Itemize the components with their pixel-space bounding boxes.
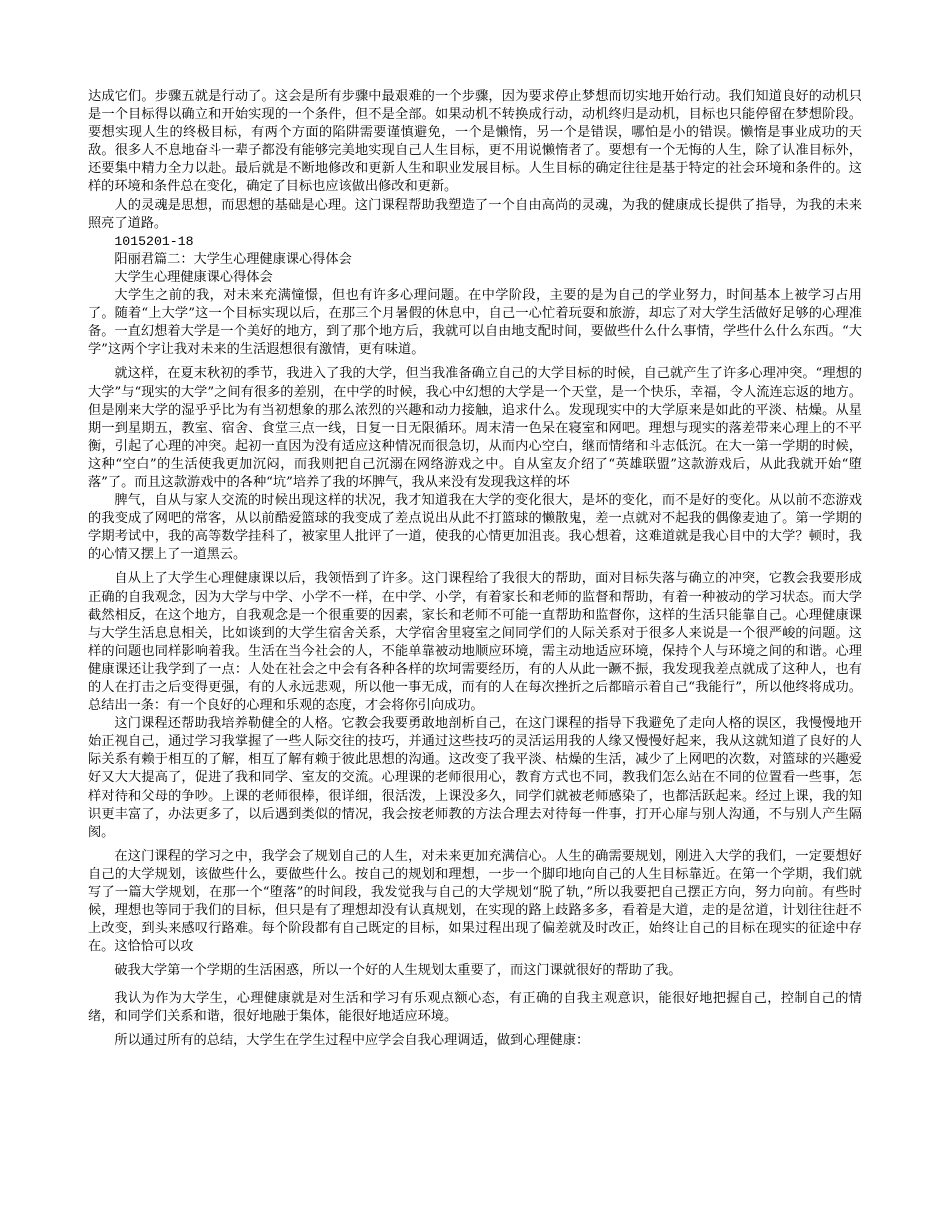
- paragraph-mental-health-definition: 我认为作为大学生，心理健康就是对生活和学习有乐观点额心态，有正确的自我主观意识，能很好地把握自己，控制自己的情绪，和同学们关系和谐，很好地融于集体，能很好地适应环境。: [88, 990, 862, 1024]
- paragraph-before-college: 大学生之前的我，对未来充满憧憬，但也有许多心理问题。在中学阶段，主要的是为自己的学业努力，时间基本上被学习占用了。随着“上大学”这一个目标实现以后，在那三个月暑假的休息中，自己一心忙着玩耍和旅游，却忘了对大学生活做好足够的心理准备。一直幻想着大学是一个美好的地方，到了那个地方后，我就可以自由地支配时间，要做些什么什么事情，学些什么什么东西。“大学”这两个字让我对未来的生活遐想很有激情，更有味道。: [88, 288, 862, 358]
- paragraph-course-help: 自从上了大学生心理健康课以后，我领悟到了许多。这门课程给了我很大的帮助，面对目标失落与确立的冲突，它教会我要形成正确的自我观念，因为大学与中学、小学不一样，在中学、小学，有着家长和老师的监督和帮助，有着一种被动的学习状态。而大学截然相反，在这个地方，自我观念是一个很重要的因素，家长和老师不可能一直帮助和监督你，这样的生活只能靠自己。心理健康课与大学生活息息相关，比如谈到的大学生宿舍关系，大学宿舍里寝室之间同学们的人际关系对于很多人来说是一个很严峻的问题。这样的问题也同样影响着我。生活在当今社会的人，不能单靠被动地顺应环境，需主动地适应环境，保持个人与环境之间的和谐。心理健康课还让我学到了一点：人处在社会之中会有各种各样的坎坷需要经历，有的人从此一蹶不振，我发现我差点就成了这种人，也有的人在打击之后变得更强，有的人永远悲观，所以他一事无成，而有的人在每次挫折之后都暗示着自己“我能行”，所以他终将成功。总结出一条：有一个良好的心理和乐观的态度，才会将你引向成功。: [88, 571, 862, 714]
- article-title: 大学生心理健康课心得体会: [114, 269, 273, 285]
- student-id: 1015201-18: [114, 233, 194, 249]
- article-heading: 阳丽君篇二：大学生心理健康课心得体会: [114, 251, 352, 267]
- paragraph-soul: 人的灵魂是思想，而思想的基础是心理。这门课程帮助我塑造了一个自由高尚的灵魂，为我的健康成长提供了指导，为我的未来照亮了道路。: [88, 197, 862, 231]
- paragraph-personality: 这门课程还帮助我培养勒健全的人格。它教会我要勇敢地剖析自己，在这门课程的指导下我避免了走向人格的误区，我慢慢地开始正视自己，通过学习我掌握了一些人际交往的技巧，并通过这些技巧的灵活运用我的人缘又慢慢好起来，我从这就知道了良好的人际关系有赖于相互的了解，相互了解有赖于彼此思想的沟通。这改变了我平淡、枯燥的生活，减少了上网吧的次数，对篮球的兴趣爱好又大大提高了，促进了我和同学、室友的交流。心理课的老师很用心，教育方式也不同，教我们怎么站在不同的位置看一些事，怎样对待和父母的争吵。上课的老师很棒，很详细，很活泼，上课没多久，同学们就被老师感染了，也都活跃起来。经过上课，我的知识更丰富了，办法更多了，以后遇到类似的情况，我会按老师教的方法合理去对待每一件事，打开心扉与别人沟通，不与别人产生隔阂。: [88, 716, 862, 840]
- paragraph-goal-steps: 达成它们。步骤五就是行动了。这会是所有步骤中最艰难的一个步骤，因为要求停止梦想而切实地开始行动。我们知道良好的动机只是一个目标得以确立和开始实现的一个条件，但不是全部。如果动机不转换成行动，动机终归是动机，目标也只能停留在梦想阶段。要想实现人生的终极目标，有两个方面的陷阱需要谨慎避免，一个是懒惰，另一个是错误，哪怕是小的错误。懒惰是事业成功的天敌。很多人不息地奋斗一辈子都没有能够完美地实现自己人生目标，更不用说懒惰者了。要想有一个无悔的人生，除了认准目标外，还要集中精力全力以赴。最后就是不断地修改和更新人生和职业发展目标。人生目标的确定往往是基于特定的社会环境和条件的。这样的环境和条件总在变化，确定了目标也应该做出修改和更新。: [88, 89, 862, 195]
- paragraph-life-planning: 在这门课程的学习之中，我学会了规划自己的人生，对未来更加充满信心。人生的确需要规划，刚进入大学的我们，一定要想好自己的大学规划，该做些什么，要做些什么。按自己的规划和理想，一步一个脚印地向自己的人生目标靠近。在第一个学期，我们就写了一篇大学规划，在那一个“堕落”的时间段，我发觉我与自己的大学规划“脱了轨，”所以我要把自己摆正方向，努力向前。有些时候，理想也等同于我们的目标，但只是有了理想却没有认真规划，在实现的路上歧路多多，看着是大道，走的是岔道，计划往往赶不上改变，到头来感叹行路难。每个阶段都有自己既定的目标，如果过程出现了偏差就及时改正，始终让自己的目标在现实的征途中存在。这恰恰可以攻: [88, 848, 862, 955]
- paragraph-summary: 所以通过所有的总结，大学生在学生过程中应学会自我心理调适，做到心理健康：: [114, 1032, 590, 1048]
- paragraph-temper: 脾气，自从与家人交流的时候出现这样的状况，我才知道我在大学的变化很大，是坏的变化，而不是好的变化。从以前不恋游戏的我变成了网吧的常客，从以前酷爱篮球的我变成了差点说出从此不打篮球的懒散鬼，差一点就对不起我的偶像麦迪了。第一学期的学期考试中，我的高等数学挂科了，被家里人批评了一道，使我的心情更加沮丧。我心想着，这难道就是我心目中的大学？顿时，我的心情又摆上了一道黑云。: [88, 493, 862, 563]
- paragraph-planning-conclusion: 破我大学第一个学期的生活困惑，所以一个好的人生规划太重要了，而这门课就很好的帮助了我。: [114, 963, 682, 979]
- paragraph-entering-college: 就这样，在夏末秋初的季节，我进入了我的大学，但当我准备确立自己的大学目标的时候，自己就产生了许多心理冲突。“理想的大学”与“现实的大学”之间有很多的差别，在中学的时候，我心中幻想的大学是一个天堂，是一个快乐，幸福，令人流连忘返的地方。但是刚来大学的湿乎乎比为有当初想象的那么浓烈的兴趣和动力接触，追求什么。发现现实中的大学原来是如此的平淡、枯燥。从星期一到星期五，教室、宿舍、食堂三点一线，日复一日无限循环。周末清一色呆在寝室和网吧。理想与现实的落差带来心理上的不平衡，引起了心理的冲突。起初一直因为没有适应这种情况而很急切，从而内心空白，继而情绪和斗志低沉。在大一第一学期的时候，这种“空白”的生活使我更加沉闷，而我则把自己沉溺在网络游戏之中。自从室友介绍了“英雄联盟”这款游戏后，从此我就开始“堕落”了。而且这款游戏中的各种“坑”培养了我的坏脾气，我从来没有发现我这样的坏: [88, 366, 862, 490]
